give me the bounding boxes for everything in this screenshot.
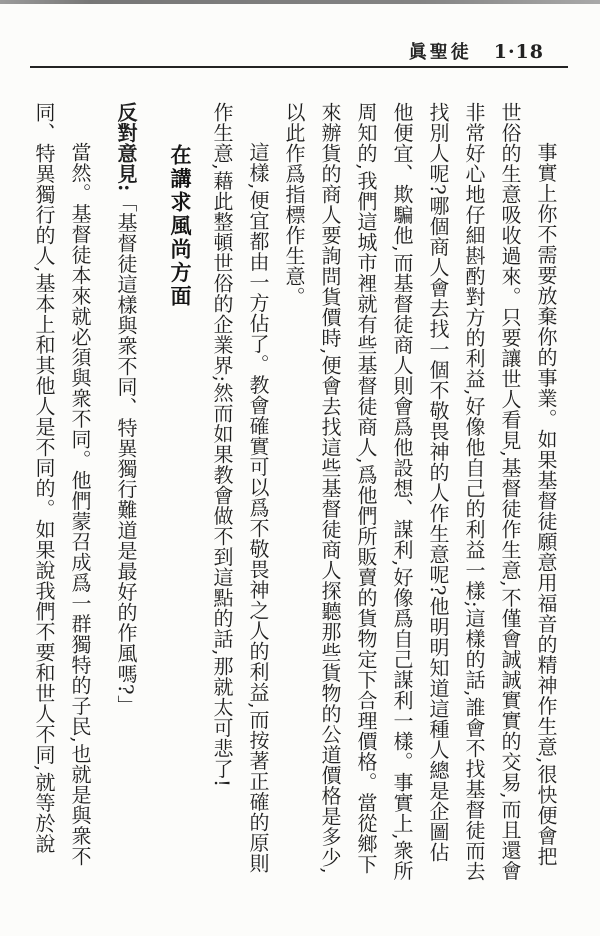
paragraph-business-2: 這樣,便宜都由一方佔了。教會確實可以爲不敬畏神之人的利益,而按著正確的原則作生意,藉此整頓世俗的企業界;然而如果教會做不到這點的話,那就太可悲了! [210, 102, 270, 874]
running-head [409, 38, 544, 64]
objection-quote: 「基督徒這樣與衆不同、特異獨行難道是最好的作風嗎?」 [114, 191, 138, 716]
objection-label: 反對意見: [114, 102, 138, 192]
book-title: 眞聖徒 [408, 42, 472, 63]
paragraph-reply: 當然。基督徒本來就必須與衆不同。他們蒙召成爲一群獨特的子民,也就是與衆不同、特異獨行的人,基本上和其他人是不同的。如果說我們不要和世人不同,就等於說 [32, 102, 92, 867]
objection-paragraph [108, 102, 144, 882]
scan-artifact-top-edge [0, 0, 600, 4]
paragraph-business-1: 事實上你不需要放棄你的事業。如果基督徒願意用福音的精神作生意,很快便會把世俗的生意吸收過來。只要讓世人看見,基督徒作生意,不僅會誠誠實實的交易,而且還會非常好心地仔細斟酌對方的利益,好像他自己的利益一樣;這樣的話,誰會不找基督徒而去找別人呢?哪個商人會去找一個不敬畏神的人作生意呢?他明明知道這種人總是企圖佔他便宜、欺騙他,而基督徒商人則會爲他設想、謀利,好像爲自己謀利一樣。事實上,衆所周知的,我們這城市裡就有些基督徒商人,爲他們所販賣的貨物定下合理價格。當從鄉下來辦貨的商人要詢問貨價時,便會去找這些基督徒商人探聽那些貨物的公道價格是多少,以此作爲指標作生意。 [282, 102, 558, 882]
header-divider [30, 66, 568, 68]
page-number: 1·18 [493, 41, 544, 63]
page-body [26, 102, 564, 882]
section-heading: 在講求風尚方面 [168, 144, 193, 309]
